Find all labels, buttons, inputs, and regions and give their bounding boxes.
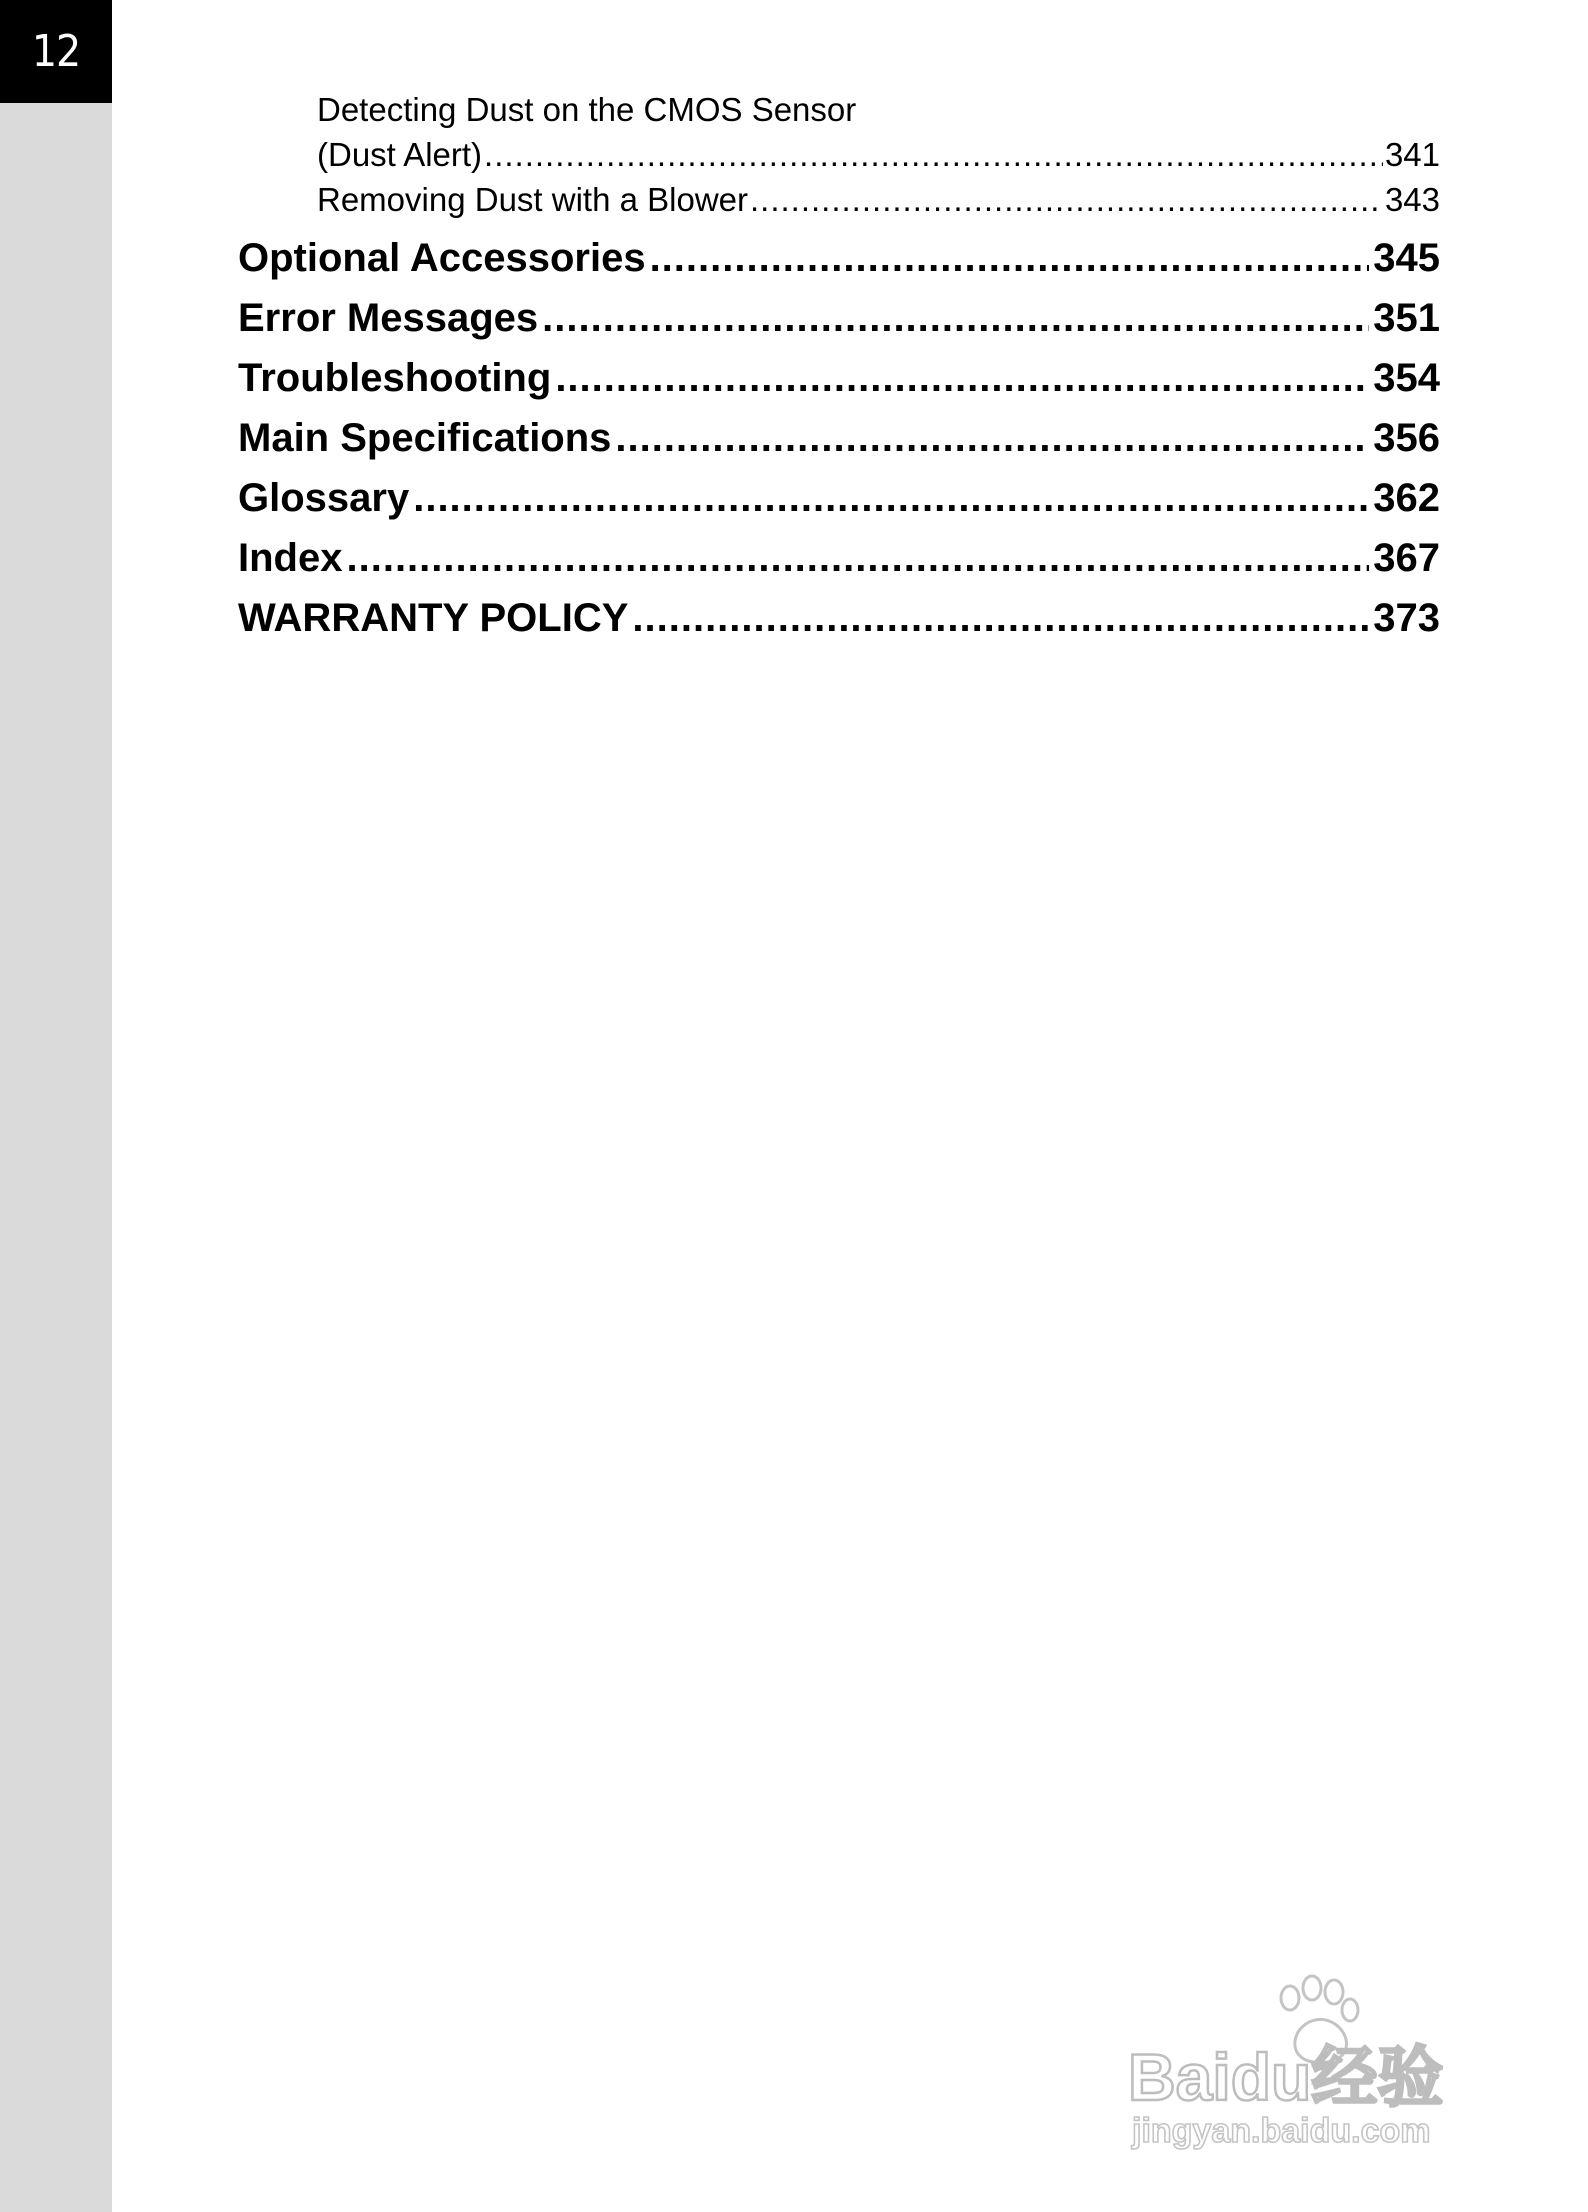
toc-entry-label: Index — [238, 536, 343, 580]
dot-leader — [542, 288, 1369, 348]
toc-entry-troubleshooting[interactable] — [238, 348, 1440, 408]
toc-entry-label: Removing Dust with a Blower — [317, 181, 748, 218]
table-of-contents — [238, 88, 1440, 648]
toc-entry-page: 351 — [1373, 296, 1440, 340]
toc-entry-page: 373 — [1373, 596, 1440, 640]
dot-leader — [413, 468, 1369, 528]
toc-entry-page: 343 — [1384, 181, 1440, 218]
toc-sub-group — [238, 88, 1440, 222]
toc-entry-label: Glossary — [238, 476, 410, 520]
toc-entry-label: Main Specifications — [238, 416, 612, 460]
toc-entry-warranty-policy[interactable] — [238, 588, 1440, 648]
dot-leader — [750, 177, 1383, 222]
side-strip — [0, 0, 112, 2212]
watermark-url: jingyan.baidu.com — [1132, 2112, 1431, 2150]
dot-leader — [632, 588, 1369, 648]
page-number-tab: 12 — [0, 0, 112, 103]
toc-entry-page: 341 — [1384, 136, 1440, 173]
dot-leader — [555, 348, 1369, 408]
toc-entry-page: 362 — [1373, 476, 1440, 520]
toc-entry-main-specifications[interactable] — [238, 408, 1440, 468]
watermark-brand: Baidu经验 — [1128, 2040, 1444, 2114]
toc-entry-label: WARRANTY POLICY — [238, 596, 629, 640]
toc-entry-error-messages[interactable] — [238, 288, 1440, 348]
toc-entry-page: 345 — [1373, 236, 1440, 280]
toc-entry-page: 367 — [1373, 536, 1440, 580]
toc-entry-glossary[interactable] — [238, 468, 1440, 528]
dot-leader — [484, 132, 1383, 177]
toc-entry-page: 356 — [1373, 416, 1440, 460]
toc-entry-label: Troubleshooting — [238, 356, 552, 400]
dot-leader — [615, 408, 1369, 468]
dot-leader — [346, 528, 1369, 588]
toc-entry-label: (Dust Alert) — [317, 136, 483, 173]
toc-entry-dust-alert[interactable] — [317, 132, 1440, 177]
toc-entry-label: Error Messages — [238, 296, 539, 340]
toc-sub-heading: Detecting Dust on the CMOS Sensor — [317, 91, 857, 128]
toc-entry-page: 354 — [1373, 356, 1440, 400]
toc-entry-optional-accessories[interactable] — [238, 228, 1440, 288]
baidu-jingyan-watermark — [1120, 1970, 1500, 2150]
dot-leader — [650, 228, 1370, 288]
toc-entry-label: Optional Accessories — [238, 236, 646, 280]
toc-entry-removing-dust[interactable] — [317, 177, 1440, 222]
toc-entry-index[interactable] — [238, 528, 1440, 588]
